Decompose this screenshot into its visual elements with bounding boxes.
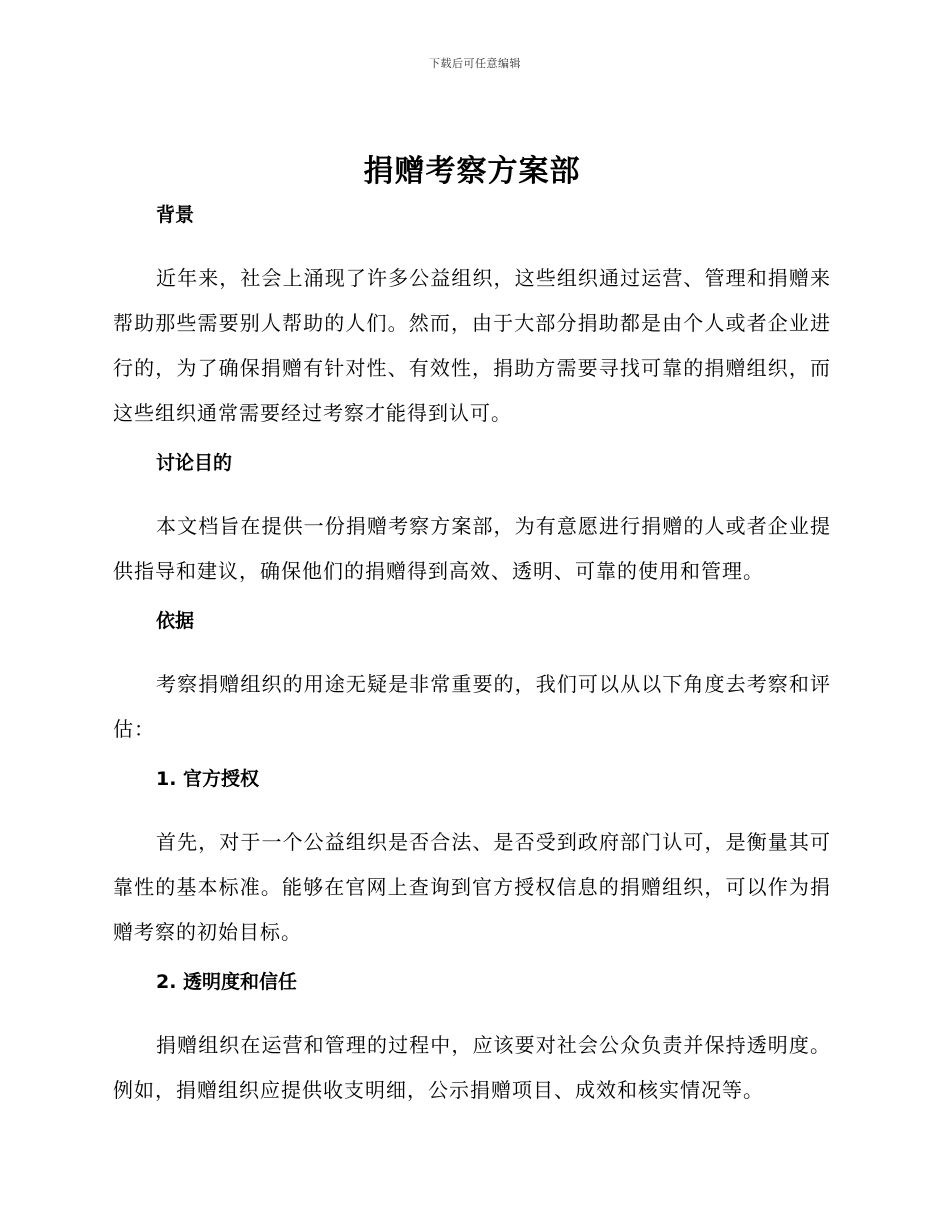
header-note: 下载后可任意编辑 — [429, 57, 521, 70]
document-body — [113, 150, 831, 1125]
section-heading-purpose: 讨论目的 — [156, 452, 233, 474]
section-heading-official: 1. 官方授权 — [156, 768, 260, 790]
section-heading-basis: 依据 — [156, 610, 195, 632]
section-text-official: 首先，对于一个公益组织是否合法、是否受到政府部门认可，是衡量其可靠性的基本标准。能够在官网上查询到官方授权信息的捐赠组织，可以作为捐赠考察的初始目标。 — [113, 830, 831, 944]
section-text-transparency: 捐赠组织在运营和管理的过程中，应该要对社会公众负责并保持透明度。例如，捐赠组织应提供收支明细，公示捐赠项目、成效和核实情况等。 — [113, 1033, 831, 1102]
document-title: 捐赠考察方案部 — [363, 154, 581, 189]
section-heading-transparency: 2. 透明度和信任 — [156, 971, 298, 993]
section-heading-background: 背景 — [156, 204, 195, 226]
section-text-basis: 考察捐赠组织的用途无疑是非常重要的，我们可以从以下角度去考察和评估： — [113, 672, 831, 741]
section-text-background: 近年来，社会上涌现了许多公益组织，这些组织通过运营、管理和捐赠来帮助那些需要别人帮助的人们。然而，由于大部分捐助都是由个人或者企业进行的，为了确保捐赠有针对性、有效性，捐助方需要寻找可靠的捐赠组织，而这些组织通常需要经过考察才能得到认可。 — [113, 266, 831, 425]
section-text-purpose: 本文档旨在提供一份捐赠考察方案部，为有意愿进行捐赠的人或者企业提供指导和建议，确保他们的捐赠得到高效、透明、可靠的使用和管理。 — [113, 514, 831, 583]
